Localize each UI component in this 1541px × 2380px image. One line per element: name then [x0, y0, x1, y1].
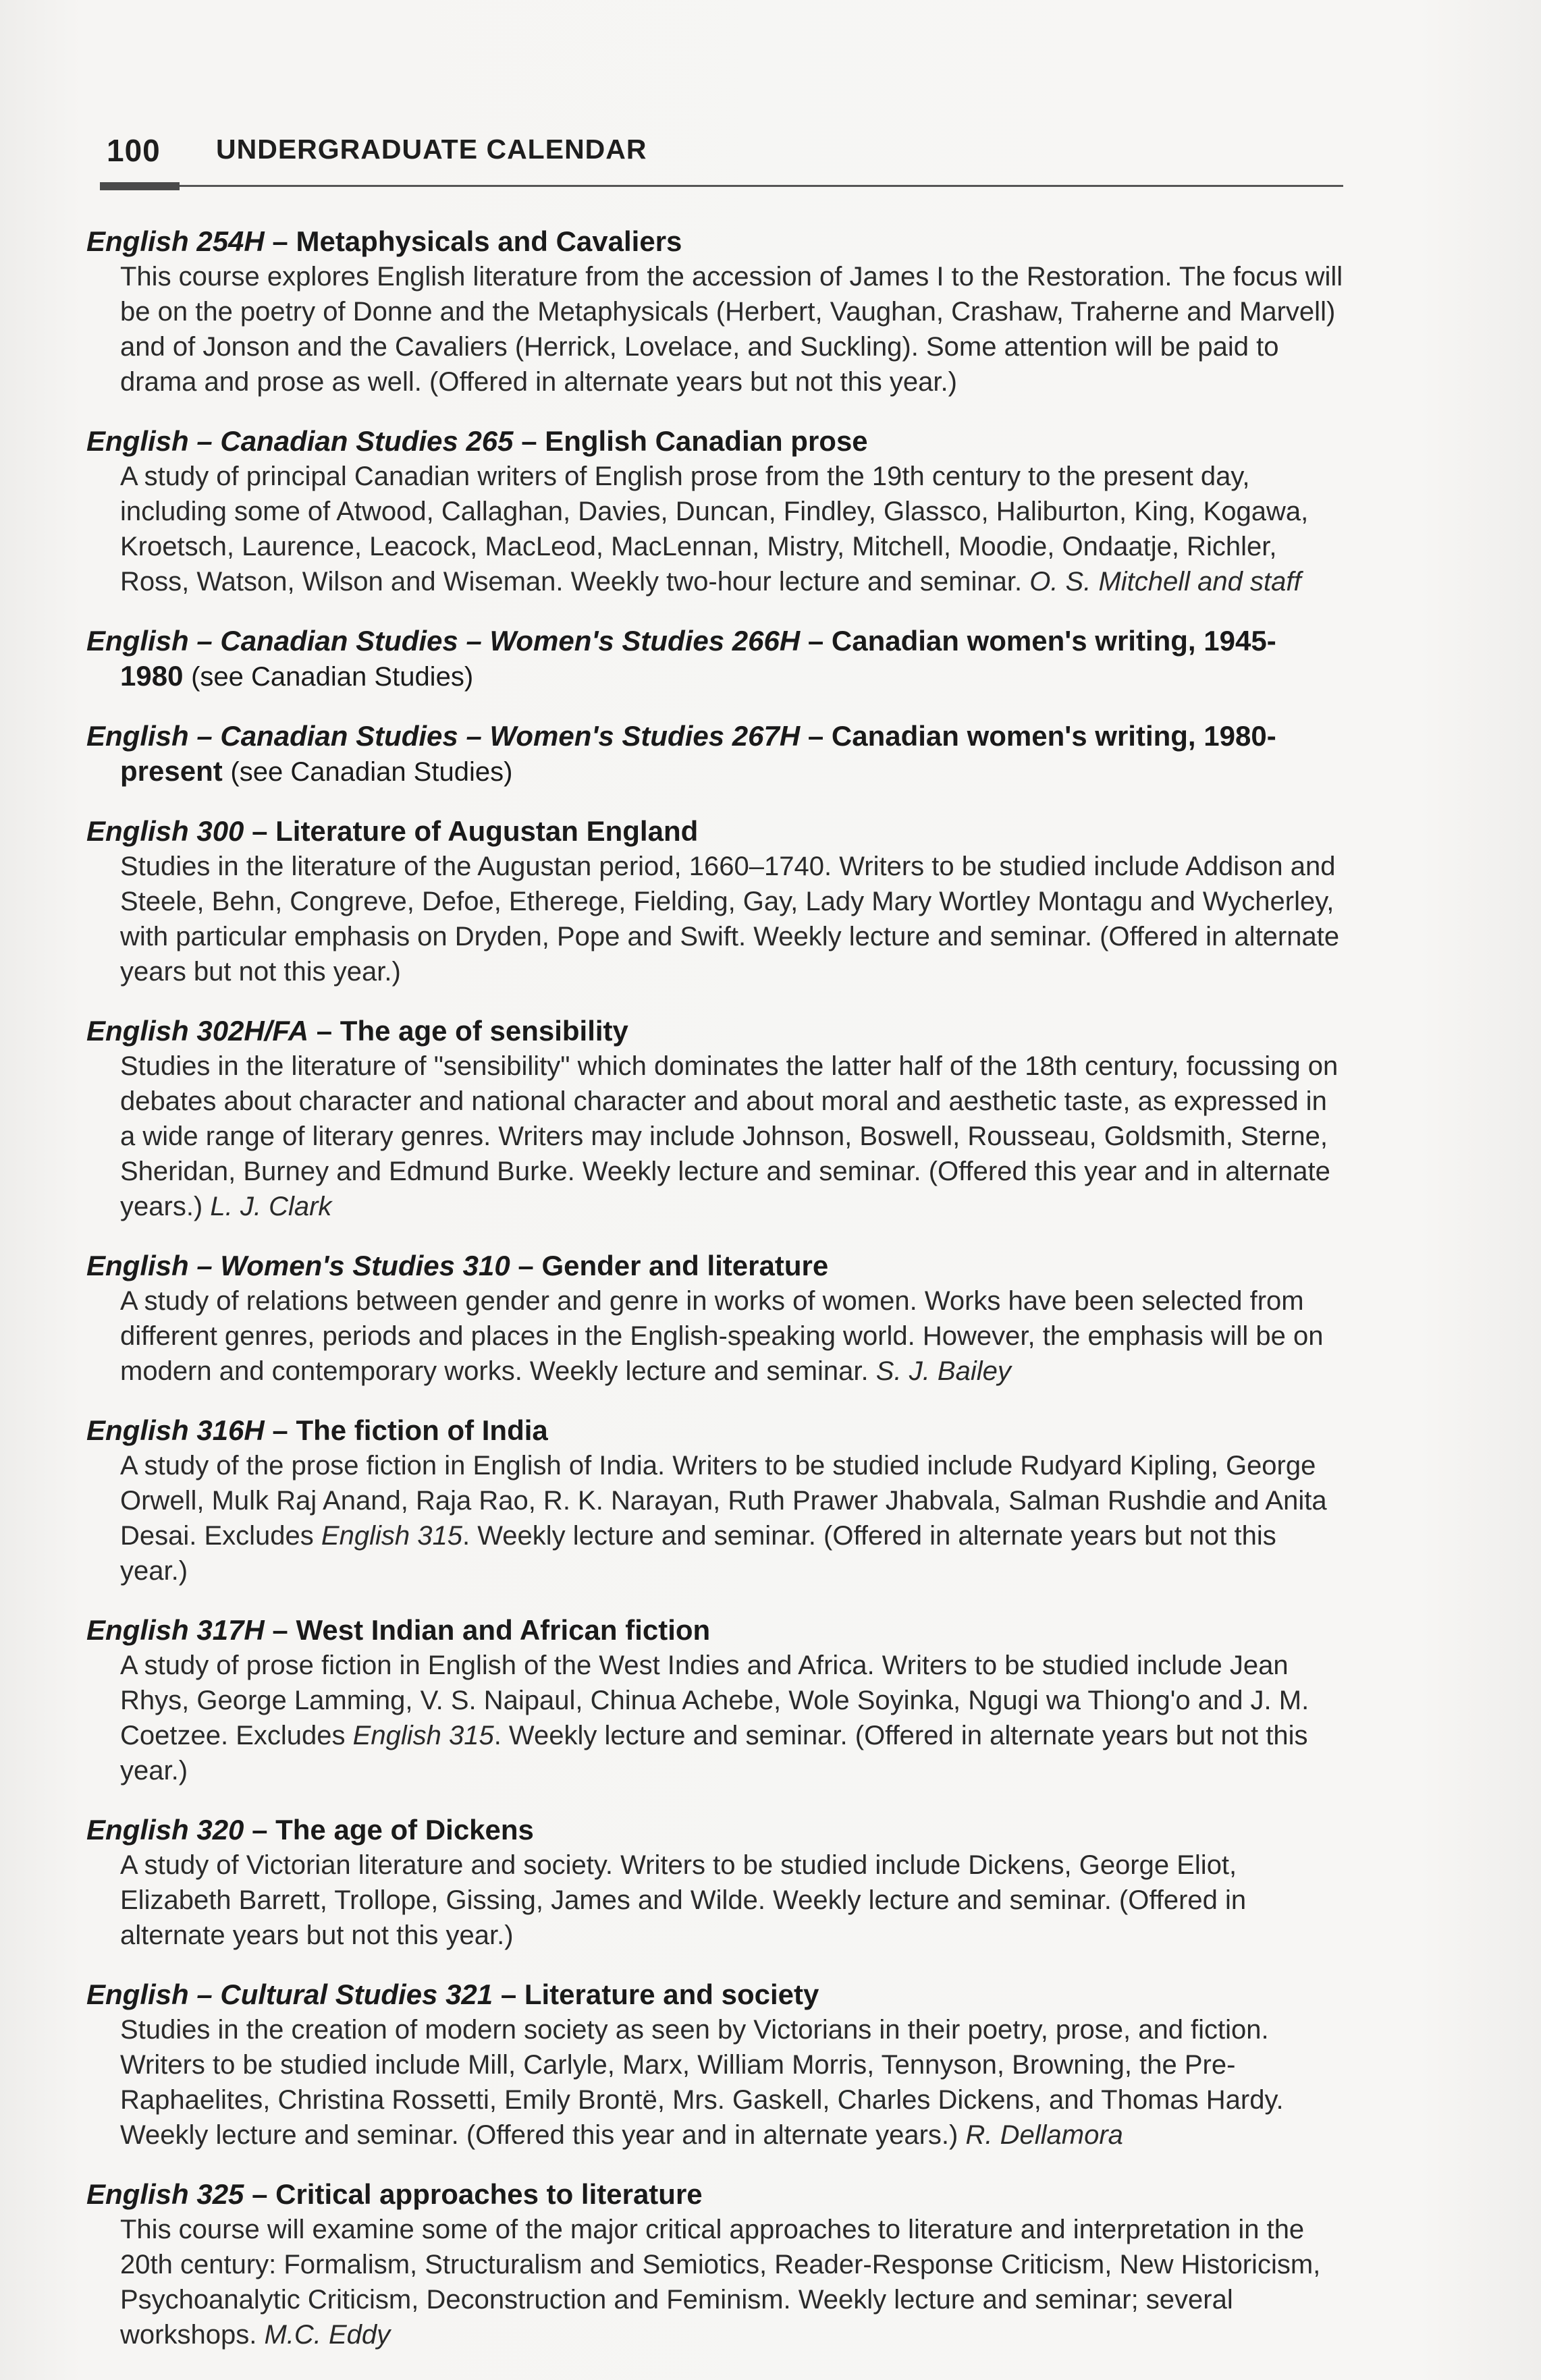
- course-description: [120, 1283, 1349, 1389]
- course-description: [120, 459, 1349, 599]
- course-title: Critical approaches to literature: [275, 2178, 703, 2210]
- course-title: The fiction of India: [296, 1414, 548, 1446]
- course-title: Metaphysicals and Cavaliers: [296, 225, 682, 257]
- course-heading: English 302H/FA – The age of sensibility: [86, 1015, 628, 1047]
- course-body: A study of prose fiction in English of the West Indies and Africa. Writers to be studied include Jean Rhys, George Lamming, V. S. Naipaul, Chinua Achebe, Wole Soyinka, Ngugi wa Thiong'o and J. M. Coetzee. Excludes: [120, 1651, 1309, 1750]
- course-entry: [86, 1613, 1349, 1788]
- course-instructor: O. S. Mitchell and staff: [1029, 567, 1301, 597]
- course-heading: English – Cultural Studies 321 – Literature and society: [86, 1978, 819, 2010]
- course-description: [120, 259, 1349, 399]
- course-entry: [86, 1977, 1349, 2153]
- course-title: Canadian women's writing, 1980-: [831, 720, 1276, 752]
- course-body: A study of Victorian literature and society. Writers to be studied include Dickens, George Eliot, Elizabeth Barrett, Trollope, Gissing, James and Wilde. Weekly lecture and seminar. (Offered in alternate years but not this year.): [120, 1850, 1247, 1950]
- course-body: This course will examine some of the major critical approaches to literature and interpretation in the 20th century: Formalism, Structuralism and Semiotics, Reader-Response Criticism, New Historicism, Psychoanalytic Criticism, Deconstruction and Feminism. Weekly lecture and seminar; several workshops.: [120, 2215, 1321, 2350]
- course-heading: English – Canadian Studies – Women's Studies 266H – Canadian women's writing, 1945- 1980 (see Canadian Studies): [86, 625, 1276, 692]
- course-code: English 302H/FA: [86, 1015, 309, 1047]
- course-instructor: S. J. Bailey: [875, 1356, 1011, 1386]
- course-body-continued: . Weekly lecture and seminar. (Offered in alternate years but not this year.): [120, 1721, 1308, 1786]
- course-instructor: M.C. Eddy: [264, 2320, 391, 2350]
- course-heading: English 254H – Metaphysicals and Cavaliers: [86, 225, 682, 257]
- course-entry: [86, 624, 1349, 694]
- course-code: English – Canadian Studies 265: [86, 425, 514, 457]
- course-entry: [86, 1812, 1349, 1953]
- course-instructor: R. Dellamora: [965, 2120, 1123, 2150]
- course-title: The age of sensibility: [340, 1015, 628, 1047]
- course-heading: English 316H – The fiction of India: [86, 1414, 548, 1446]
- course-code: English 254H: [86, 225, 265, 257]
- course-body: A study of relations between gender and genre in works of women. Works have been selected from different genres, periods and places in the English-speaking world. However, the emphasis will be on modern and contemporary works. Weekly lecture and seminar.: [120, 1286, 1324, 1386]
- course-title: Gender and literature: [541, 1250, 829, 1281]
- course-description: [120, 2212, 1349, 2352]
- course-title: Canadian women's writing, 1945-: [831, 625, 1276, 657]
- course-code: English – Women's Studies 310: [86, 1250, 510, 1281]
- course-heading: English – Canadian Studies – Women's Studies 267H – Canadian women's writing, 1980- present (see Canadian Studies): [86, 720, 1276, 787]
- course-entry: [86, 1413, 1349, 1588]
- course-code: English – Cultural Studies 321: [86, 1978, 493, 2010]
- excluded-course: English 315: [352, 1721, 494, 1750]
- course-body: This course explores English literature from the accession of James I to the Restoration. The focus will be on the poetry of Donne and the Metaphysicals (Herbert, Vaughan, Crashaw, Traherne and Marvell) and of Jonson and the Cavaliers (Herrick, Lovelace, and Suckling). Some attention will be paid to drama and prose as well. (Offered in alternate years but not this year.): [120, 262, 1343, 397]
- course-entry: [86, 1248, 1349, 1389]
- course-code: English 320: [86, 1814, 244, 1846]
- page-header: [100, 130, 1343, 192]
- course-code: English 317H: [86, 1614, 265, 1646]
- excluded-course: English 315: [321, 1521, 462, 1551]
- cross-reference-note: (see Canadian Studies): [191, 662, 474, 692]
- course-description: [120, 1648, 1349, 1788]
- course-body-continued: . Weekly lecture and seminar. (Offered in alternate years but not this year.): [120, 1521, 1276, 1586]
- course-title: The age of Dickens: [275, 1814, 534, 1846]
- course-heading: English 325 – Critical approaches to literature: [86, 2178, 703, 2210]
- course-code: English – Canadian Studies – Women's Studies 266H: [86, 625, 801, 657]
- course-code: English – Canadian Studies – Women's Studies 267H: [86, 720, 801, 752]
- course-description: [120, 1049, 1349, 1224]
- course-list: [86, 224, 1349, 2377]
- course-title: English Canadian prose: [545, 425, 868, 457]
- course-description: [120, 2012, 1349, 2153]
- course-description: [120, 1448, 1349, 1588]
- course-entry: [86, 814, 1349, 989]
- header-rule-line: [180, 185, 1343, 187]
- course-title-continued: 1980: [120, 660, 184, 692]
- header-rule-accent: [100, 182, 180, 190]
- course-heading: English 320 – The age of Dickens: [86, 1814, 534, 1846]
- course-code: English 316H: [86, 1414, 265, 1446]
- course-code: English 325: [86, 2178, 244, 2210]
- course-heading: English 317H – West Indian and African fiction: [86, 1614, 711, 1646]
- course-code: English 300: [86, 815, 244, 847]
- course-entry: [86, 719, 1349, 790]
- course-title-continued: present: [120, 755, 223, 787]
- header-title: UNDERGRADUATE CALENDAR: [216, 134, 647, 165]
- course-description: [120, 849, 1349, 989]
- course-title: Literature and society: [524, 1978, 819, 2010]
- course-body: A study of the prose fiction in English of India. Writers to be studied include Rudyard Kipling, George Orwell, Mulk Raj Anand, Raja Rao, R. K. Narayan, Ruth Prawer Jhabvala, Salman Rushdie and Anita Desai. Excludes: [120, 1451, 1327, 1551]
- course-description: [120, 1848, 1349, 1953]
- course-body: Studies in the literature of the Augustan period, 1660–1740. Writers to be studied include Addison and Steele, Behn, Congreve, Defoe, Etherege, Fielding, Gay, Lady Mary Wortley Montagu and Wycherley, with particular emphasis on Dryden, Pope and Swift. Weekly lecture and seminar. (Offered in alternate years but not this year.): [120, 852, 1340, 987]
- course-body: Studies in the literature of "sensibility" which dominates the latter half of the 18th century, focussing on debates about character and national character and about moral and aesthetic taste, as expressed in a wide range of literary genres. Writers may include Johnson, Boswell, Rousseau, Goldsmith, Sterne, Sheridan, Burney and Edmund Burke. Weekly lecture and seminar. (Offered this year and in alternate years.): [120, 1051, 1339, 1221]
- course-entry: [86, 224, 1349, 399]
- page-number: 100: [107, 133, 161, 168]
- course-heading: English – Canadian Studies 265 – English Canadian prose: [86, 425, 868, 457]
- course-body: Studies in the creation of modern society as seen by Victorians in their poetry, prose, and fiction. Writers to be studied include Mill, Carlyle, Marx, William Morris, Tennyson, Browning, the Pre-Raphaelites, Christina Rossetti, Emily Brontë, Mrs. Gaskell, Charles Dickens, and Thomas Hardy. Weekly lecture and seminar. (Offered this year and in alternate years.): [120, 2015, 1284, 2150]
- course-title: West Indian and African fiction: [296, 1614, 711, 1646]
- course-entry: [86, 2177, 1349, 2352]
- course-instructor: L. J. Clark: [210, 1192, 332, 1221]
- course-entry: [86, 424, 1349, 599]
- course-heading: English – Women's Studies 310 – Gender and literature: [86, 1250, 829, 1281]
- course-entry: [86, 1014, 1349, 1224]
- course-heading: English 300 – Literature of Augustan England: [86, 815, 699, 847]
- cross-reference-note: (see Canadian Studies): [230, 757, 513, 787]
- course-title: Literature of Augustan England: [275, 815, 699, 847]
- course-body: A study of principal Canadian writers of English prose from the 19th century to the present day, including some of Atwood, Callaghan, Davies, Duncan, Findley, Glassco, Haliburton, King, Kogawa, Kroetsch, Laurence, Leacock, MacLeod, MacLennan, Mistry, Mitchell, Moodie, Ondaatje, Richler, Ross, Watson, Wilson and Wiseman. Weekly two-hour lecture and seminar.: [120, 462, 1309, 597]
